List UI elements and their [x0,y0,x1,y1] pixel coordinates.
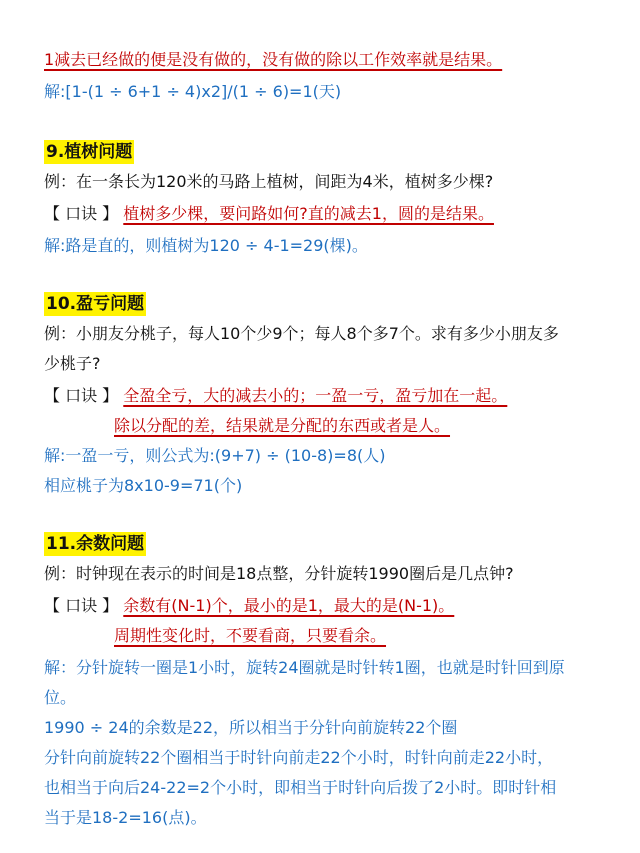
section11-mnemonic-cont [114,626,610,646]
section9-example: 例：在一条长为120米的马路上植树，间距为4米，植树多少棵? [44,172,494,191]
section11-solution-line3: 1990 ÷ 24的余数是22，所以相当于分针向前旋转22个圈 [44,718,458,737]
intro-solution: 解:[1-(1 ÷ 6+1 ÷ 4)x2]/(1 ÷ 6)=1(天) [44,82,342,101]
section10-solution-line1: 解:一盈一亏，则公式为:(9+7) ÷ (10-8)=8(人) [44,446,386,465]
section10-solution-line2: 相应桃子为8x10-9=71(个) [44,476,243,495]
section9-solution: 解:路是直的，则植树为120 ÷ 4-1=29(棵)。 [44,236,368,255]
intro-rule [44,50,610,70]
mnemonic-label: 【 口诀 】 [44,204,119,223]
section11-solution-line1: 解：分针旋转一圈是1小时，旋转24圈就是时针转1圈，也就是时针回到原 [44,658,565,677]
intro-rule-text: 1减去已经做的便是没有做的，没有做的除以工作效率就是结果。 [44,50,503,69]
section11-solution-line5: 也相当于向后24-22=2个小时，即相当于时针向后拨了2小时。即时针相 [44,778,557,797]
mnemonic-label: 【 口诀 】 [44,596,119,615]
mnemonic-label: 【 口诀 】 [44,386,119,405]
section11-example: 例：时钟现在表示的时间是18点整，分针旋转1990圈后是几点钟? [44,564,514,583]
section10-example-line1: 例：小朋友分桃子，每人10个少9个；每人8个多7个。求有多少小朋友多 [44,324,559,343]
mnemonic-text: 全盈全亏，大的减去小的；一盈一亏，盈亏加在一起。 [123,386,508,405]
section10-title: 10.盈亏问题 [46,294,145,314]
section10-example-line2: 少桃子? [44,354,101,373]
mnemonic-text: 植树多少棵，要问路如何?直的减去1，圆的是结果。 [123,204,494,223]
section11-solution-line4: 分针向前旋转22个圈相当于时针向前走22个小时，时针向前走22小时， [44,748,554,767]
mnemonic-text: 除以分配的差，结果就是分配的东西或者是人。 [114,416,451,435]
section10-mnemonic-cont [114,416,610,436]
section9-title: 9.植树问题 [46,142,133,162]
section11-solution-line2: 位。 [44,688,77,707]
section11-mnemonic [44,596,610,616]
section9-mnemonic [44,204,610,224]
mnemonic-text: 余数有(N-1)个，最小的是1，最大的是(N-1)。 [123,596,455,615]
section10-mnemonic [44,386,610,406]
mnemonic-text: 周期性变化时，不要看商，只要看余。 [114,626,387,645]
section11-solution-line6: 当于是18-2=16(点)。 [44,808,207,827]
section11-title: 11.余数问题 [46,534,145,554]
